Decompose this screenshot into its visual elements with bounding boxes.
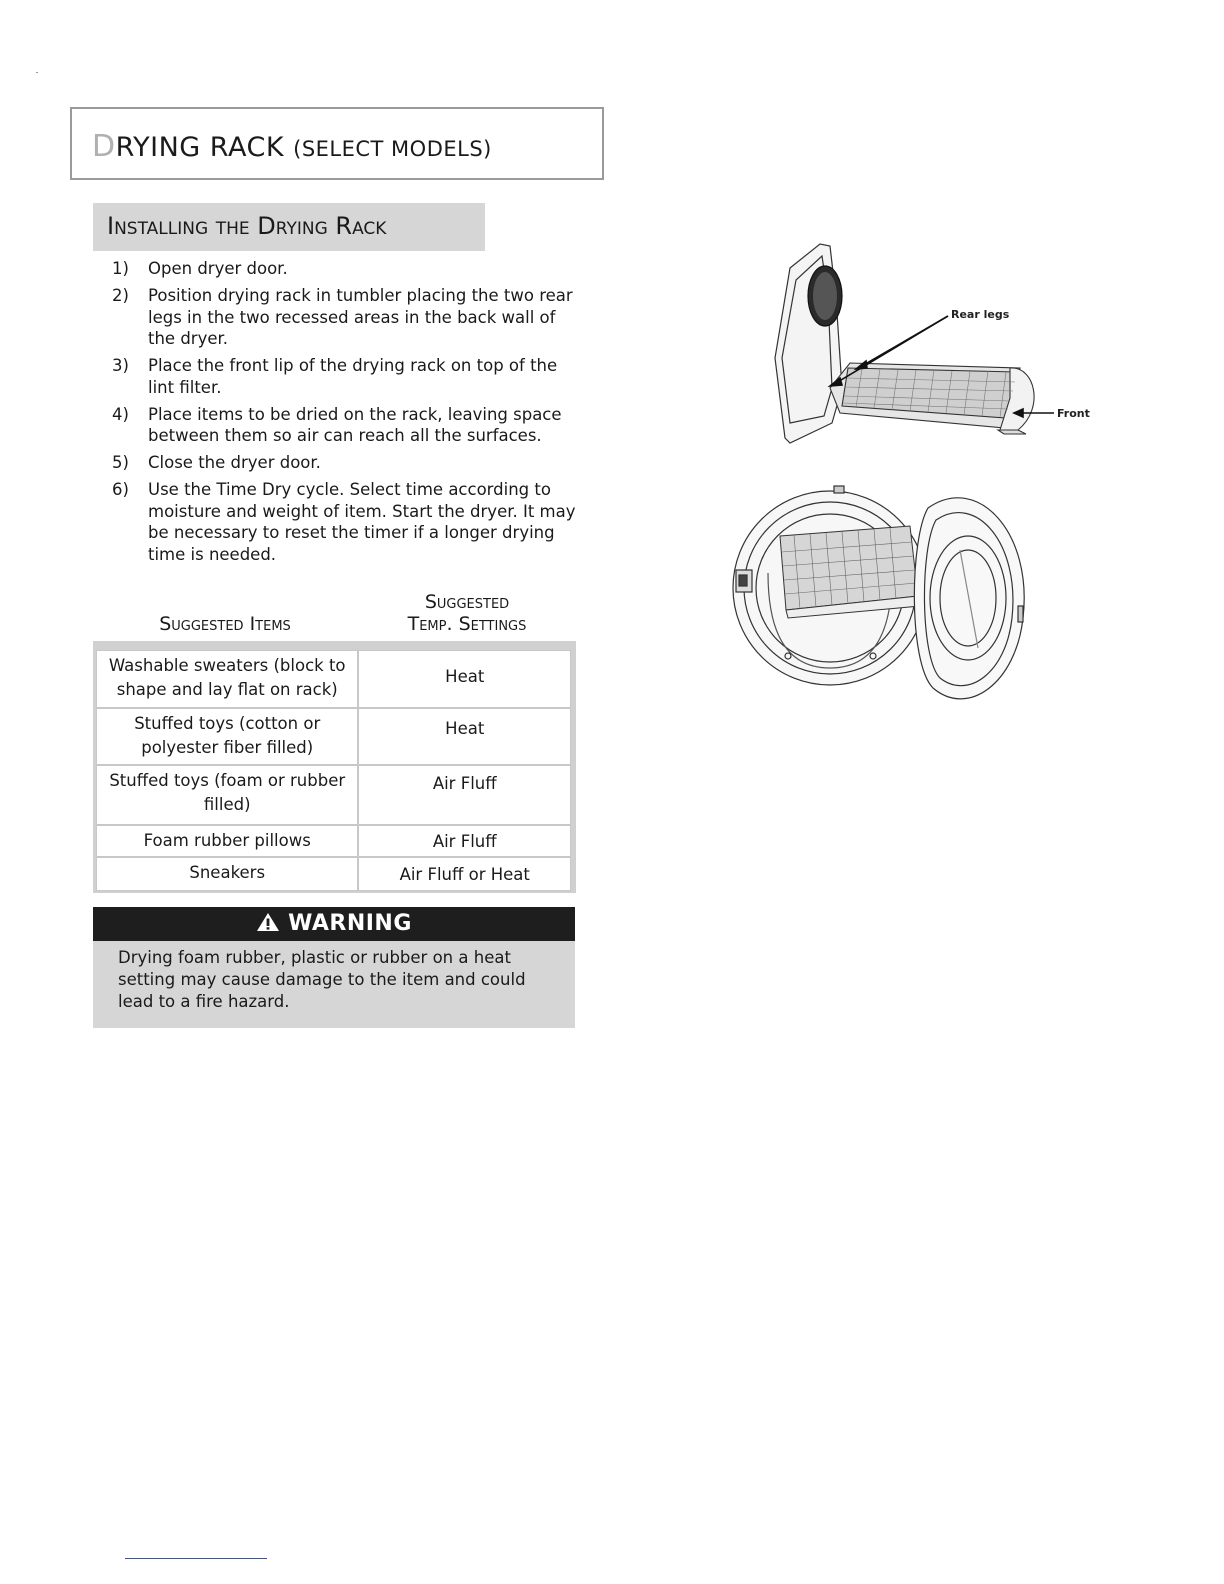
figure-label-rear-legs: Rear legs bbox=[951, 308, 1010, 321]
section-heading: Installing the Drying Rack bbox=[107, 212, 387, 240]
page-title bbox=[92, 129, 492, 164]
table-cell-setting: Heat bbox=[358, 650, 571, 708]
warning-header bbox=[93, 907, 575, 941]
table-row bbox=[96, 650, 571, 708]
table-cell-item: Foam rubber pillows bbox=[96, 825, 358, 857]
section-heading-bar bbox=[93, 203, 485, 251]
table-header-items: Suggested Items bbox=[159, 613, 291, 635]
step-text: Place the front lip of the drying rack on top of the lint filter. bbox=[148, 356, 558, 397]
footer-rule bbox=[125, 1558, 267, 1559]
table-row bbox=[96, 765, 571, 825]
figure-label-front: Front bbox=[1057, 407, 1090, 420]
step-number: 6) bbox=[112, 480, 129, 499]
warning-text: Drying foam rubber, plastic or rubber on a heat setting may cause damage to the item and could lead to a fire hazard. bbox=[93, 941, 575, 1028]
instruction-steps bbox=[112, 258, 582, 571]
drying-rack-figure bbox=[770, 238, 1110, 453]
items-table bbox=[96, 650, 571, 891]
step-item bbox=[112, 258, 582, 280]
step-number: 2) bbox=[112, 286, 129, 305]
table-header-settings-line2: Temp. Settings bbox=[407, 613, 527, 635]
suggested-items-table bbox=[93, 641, 576, 893]
table-row bbox=[96, 825, 571, 857]
open-door bbox=[914, 498, 1024, 699]
step-text: Position drying rack in tumbler placing the two rear legs in the two recessed areas in the back wall of the dryer. bbox=[148, 286, 573, 348]
table-cell-item: Stuffed toys (cotton or polyester fiber filled) bbox=[96, 708, 358, 765]
step-item bbox=[112, 452, 582, 474]
table-cell-setting: Air Fluff or Heat bbox=[358, 857, 571, 891]
table-cell-item: Stuffed toys (foam or rubber filled) bbox=[96, 765, 358, 825]
table-cell-setting: Air Fluff bbox=[358, 825, 571, 857]
table-header-settings bbox=[360, 591, 574, 635]
step-text: Close the dryer door. bbox=[148, 453, 321, 472]
step-text: Open dryer door. bbox=[148, 259, 288, 278]
table-row bbox=[96, 857, 571, 891]
table-cell-item: Washable sweaters (block to shape and lay flat on rack) bbox=[96, 650, 358, 708]
table-cell-item: Sneakers bbox=[96, 857, 358, 891]
dryer-front-figure bbox=[728, 478, 1038, 710]
table-header-settings-line1: Suggested bbox=[424, 591, 510, 613]
step-number: 3) bbox=[112, 356, 129, 375]
page-title-box bbox=[70, 107, 604, 180]
step-item bbox=[112, 285, 582, 350]
step-number: 4) bbox=[112, 404, 129, 424]
title-initial: D bbox=[92, 129, 116, 164]
title-subtitle: (SELECT MODELS) bbox=[293, 137, 492, 161]
front-arrow bbox=[1014, 409, 1054, 417]
drum-back-wall bbox=[775, 244, 842, 443]
title-main: RYING RACK bbox=[115, 132, 285, 163]
step-item bbox=[112, 479, 582, 565]
warning-label: WARNING bbox=[288, 911, 412, 936]
scan-mark bbox=[36, 72, 38, 73]
step-number: 1) bbox=[112, 259, 129, 278]
rack-front-view bbox=[780, 526, 920, 618]
table-cell-setting: Heat bbox=[358, 708, 571, 765]
warning-triangle-icon bbox=[256, 912, 280, 932]
table-cell-setting: Air Fluff bbox=[358, 765, 571, 825]
table-row bbox=[96, 708, 571, 765]
step-text: Place items to be dried on the rack, leaving space between them so air can reach all the surfaces. bbox=[148, 404, 562, 445]
step-number: 5) bbox=[112, 453, 129, 472]
step-item bbox=[112, 355, 582, 398]
step-item bbox=[112, 404, 582, 447]
step-text: Use the Time Dry cycle. Select time according to moisture and weight of item. Start the dryer. It may be necessary to reset the timer if a longer drying time is needed. bbox=[148, 480, 576, 564]
